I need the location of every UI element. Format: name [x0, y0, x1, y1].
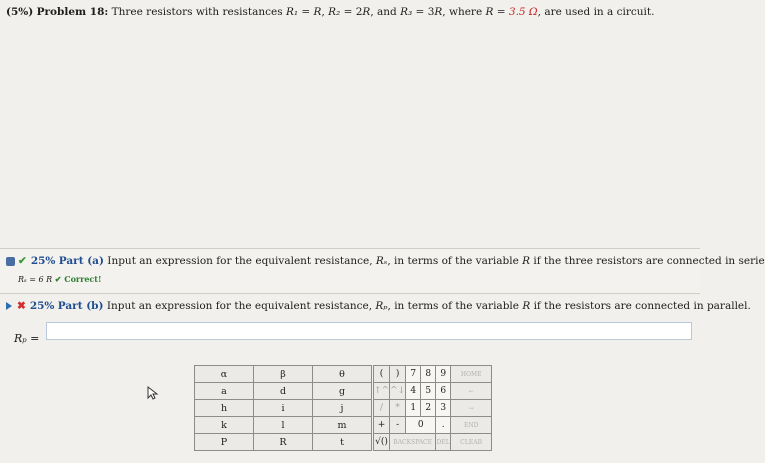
key-minus[interactable]: - [390, 417, 406, 434]
check-icon: ✔ [18, 255, 27, 267]
key-home[interactable]: HOME [451, 366, 492, 383]
key-beta[interactable]: β [254, 366, 313, 383]
key-r[interactable]: R [254, 434, 313, 451]
key-k[interactable]: k [195, 417, 254, 434]
r-symbol-4: R [485, 6, 494, 18]
problem-statement [6, 6, 654, 18]
part-a-answer-line [18, 274, 102, 284]
rp-input-label: Rₚ = [14, 332, 40, 345]
r2-symbol: R₂ [328, 6, 341, 18]
correct-badge: ✔ Correct! [54, 274, 102, 284]
key-t[interactable]: t [313, 434, 372, 451]
red-x-icon: ✖ [17, 300, 26, 312]
rp-symbol: Rₚ [375, 300, 388, 312]
key-close-paren[interactable]: ) [390, 366, 406, 383]
r3-symbol: R₃ [400, 6, 413, 18]
key-theta[interactable]: θ [313, 366, 372, 383]
key-i[interactable]: i [254, 400, 313, 417]
part-a-prompt-3: if the three resistors are connected in serie [530, 255, 765, 267]
key-1[interactable]: 1 [406, 400, 421, 417]
key-9[interactable]: 9 [436, 366, 451, 383]
eq1: = [298, 6, 314, 18]
problem-text-3: , are used in a circuit. [537, 6, 655, 18]
key-8[interactable]: 8 [421, 366, 436, 383]
key-multiply[interactable]: * [390, 400, 406, 417]
sep2: , and [370, 6, 401, 18]
part-b-question [6, 300, 751, 312]
problem-number: Problem 18: [36, 6, 109, 18]
key-h[interactable]: h [195, 400, 254, 417]
rs-symbol: Rₛ [375, 255, 388, 267]
part-a-question [6, 255, 765, 267]
part-b-prompt-2: , in terms of the variable [387, 300, 523, 312]
part-a-weight: 25% [30, 255, 56, 267]
r-symbol: R [313, 6, 322, 18]
eq2: = 2 [340, 6, 363, 18]
key-4[interactable]: 4 [406, 383, 421, 400]
key-alpha[interactable]: α [195, 366, 254, 383]
r1-symbol: R₁ [285, 6, 299, 18]
part-a-toggle-icon[interactable] [6, 257, 15, 266]
key-del[interactable]: DEL [436, 434, 451, 451]
problem-weight: (5%) [6, 6, 34, 18]
key-l[interactable]: l [254, 417, 313, 434]
key-5[interactable]: 5 [421, 383, 436, 400]
eq4: = [493, 6, 509, 18]
part-a-prompt-2: , in terms of the variable [387, 255, 523, 267]
part-b-var: R [522, 300, 531, 312]
key-open-paren[interactable]: ( [374, 366, 390, 383]
calculator-keypad [373, 365, 492, 451]
problem-text-2: , where [442, 6, 486, 18]
variable-keypad [194, 365, 372, 451]
key-end[interactable]: END [451, 417, 492, 434]
key-7[interactable]: 7 [406, 366, 421, 383]
part-a-label: Part (a) [58, 255, 104, 267]
key-divide[interactable]: / [374, 400, 390, 417]
eq3: = 3 [412, 6, 435, 18]
key-left-arrow[interactable]: ← [451, 383, 492, 400]
key-g[interactable]: g [313, 383, 372, 400]
key-clear[interactable]: CLEAR [451, 434, 492, 451]
key-sqrt[interactable]: √() [374, 434, 390, 451]
key-exponent-up[interactable]: ↑^ [374, 383, 390, 400]
part-b-weight: 25% [29, 300, 55, 312]
part-b-label: Part (b) [57, 300, 104, 312]
part-a-answer: Rₛ = 6 R [18, 275, 53, 284]
key-3[interactable]: 3 [436, 400, 451, 417]
part-a-section [0, 248, 765, 294]
key-right-arrow[interactable]: → [451, 400, 492, 417]
mouse-cursor-icon [146, 386, 160, 400]
key-backspace[interactable]: BACKSPACE [390, 434, 436, 451]
key-m[interactable]: m [313, 417, 372, 434]
key-plus[interactable]: + [374, 417, 390, 434]
r-symbol-3: R [434, 6, 443, 18]
problem-text: Three resistors with resistances [111, 6, 286, 18]
key-d[interactable]: d [254, 383, 313, 400]
key-6[interactable]: 6 [436, 383, 451, 400]
key-0[interactable]: 0 [406, 417, 436, 434]
key-a[interactable]: a [195, 383, 254, 400]
figure-area [0, 26, 700, 248]
part-a-var: R [522, 255, 531, 267]
part-b-prompt-3: if the resistors are connected in parallel. [530, 300, 751, 312]
r-symbol-2: R [362, 6, 371, 18]
key-2[interactable]: 2 [421, 400, 436, 417]
expand-triangle-icon[interactable] [6, 302, 12, 310]
key-j[interactable]: j [313, 400, 372, 417]
part-b-prompt: Input an expression for the equivalent resistance, [106, 300, 376, 312]
answer-input[interactable] [46, 322, 692, 340]
key-exponent-down[interactable]: ^↓ [390, 383, 406, 400]
key-p[interactable]: P [195, 434, 254, 451]
resistance-value: 3.5 Ω [508, 6, 538, 18]
sep1: , [321, 6, 329, 18]
key-decimal[interactable]: . [436, 417, 451, 434]
part-a-prompt: Input an expression for the equivalent resistance, [107, 255, 376, 267]
